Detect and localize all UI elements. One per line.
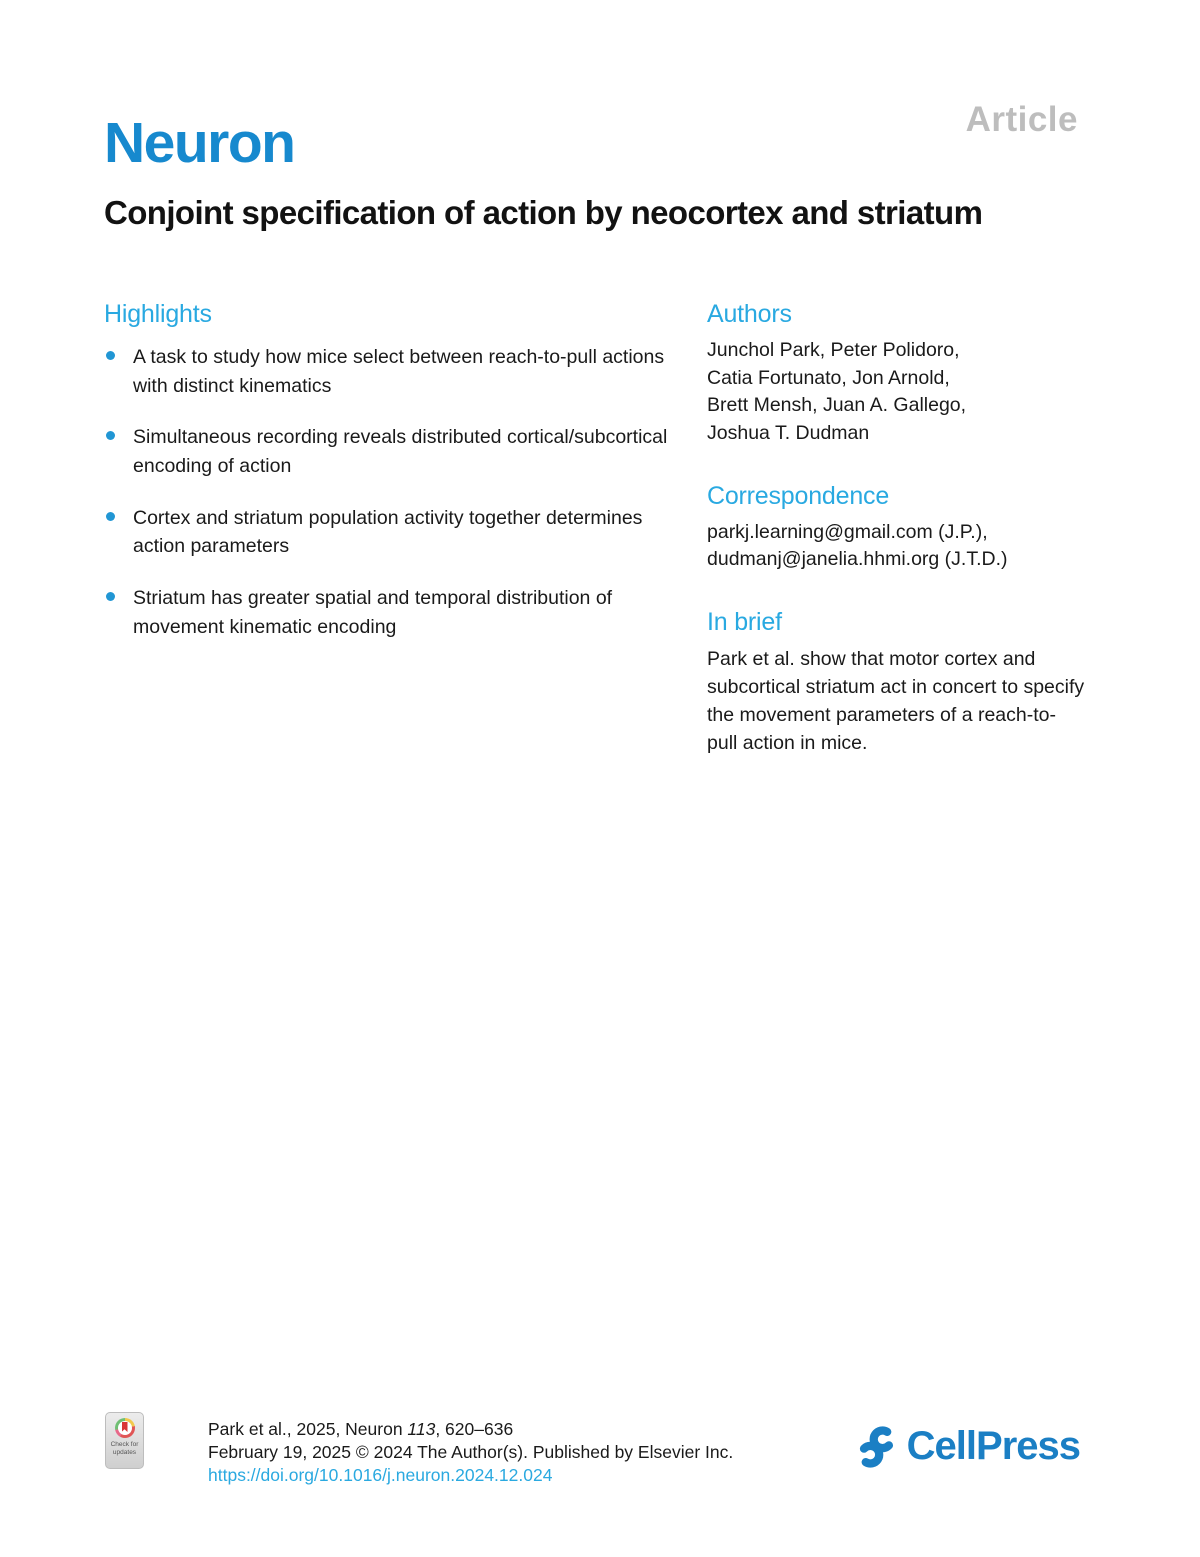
- highlight-item: [104, 423, 682, 480]
- check-for-updates-badge[interactable]: [105, 1412, 144, 1469]
- bullet-icon: [106, 512, 115, 521]
- highlight-text: A task to study how mice select between reach-to-pull actions with distinct kinematics: [133, 346, 665, 397]
- author-line: Catia Fortunato, Jon Arnold,: [707, 366, 950, 389]
- highlight-text: Cortex and striatum population activity together determines action parameters: [133, 506, 643, 558]
- correspondence-email: dudmanj@janelia.hhmi.org (J.T.D.): [707, 548, 1008, 571]
- highlights-list: [104, 343, 689, 641]
- article-type-label: Article: [965, 100, 1078, 139]
- meta-column: [707, 300, 1087, 791]
- authors-heading: Authors: [707, 300, 792, 328]
- citation-volume: 113: [407, 1419, 436, 1439]
- journal-logo: Neuron: [104, 111, 295, 175]
- highlights-section: [104, 300, 689, 664]
- highlight-item: [104, 584, 682, 641]
- bullet-icon: [106, 351, 115, 360]
- in-brief-text: Park et al. show that motor cortex and subcortical striatum act in concert to specify the movement parameters of a reach-to-pull action in mice.: [707, 648, 1085, 755]
- cellpress-icon: [855, 1425, 899, 1469]
- bullet-icon: [106, 592, 115, 601]
- bullet-icon: [106, 431, 115, 440]
- author-line: Junchol Park, Peter Polidoro,: [707, 339, 960, 361]
- copyright-line: February 19, 2025 © 2024 The Author(s). Published by Elsevier Inc.: [208, 1442, 734, 1463]
- cellpress-logo: [855, 1424, 1080, 1469]
- highlight-text: Striatum has greater spatial and temporal distribution of movement kinematic encoding: [133, 586, 613, 638]
- highlight-item: [104, 504, 682, 561]
- author-line: Joshua T. Dudman: [707, 422, 870, 445]
- cellpress-wordmark: CellPress: [906, 1424, 1080, 1468]
- in-brief-section: [707, 608, 1087, 757]
- correspondence-section: [707, 482, 1087, 574]
- highlight-text: Simultaneous recording reveals distributed cortical/subcortical encoding of action: [133, 426, 668, 477]
- citation-line: Park et al., 2025, Neuron 113, 620–636: [208, 1419, 514, 1439]
- doi-link[interactable]: https://doi.org/10.1016/j.neuron.2024.12.024: [208, 1465, 553, 1486]
- crossmark-icon: [115, 1418, 135, 1438]
- check-for-updates-label: Check for updates: [110, 1441, 139, 1456]
- correspondence-email: parkj.learning@gmail.com (J.P.),: [707, 520, 988, 543]
- correspondence-heading: Correspondence: [707, 481, 890, 510]
- authors-section: [707, 300, 1087, 448]
- paper-title: Conjoint specification of action by neocortex and striatum: [104, 194, 983, 231]
- highlight-item: [104, 343, 682, 400]
- author-line: Brett Mensh, Juan A. Gallego,: [707, 394, 967, 417]
- citation-block: [208, 1418, 733, 1487]
- highlights-heading: Highlights: [104, 300, 212, 328]
- in-brief-heading: In brief: [707, 608, 782, 637]
